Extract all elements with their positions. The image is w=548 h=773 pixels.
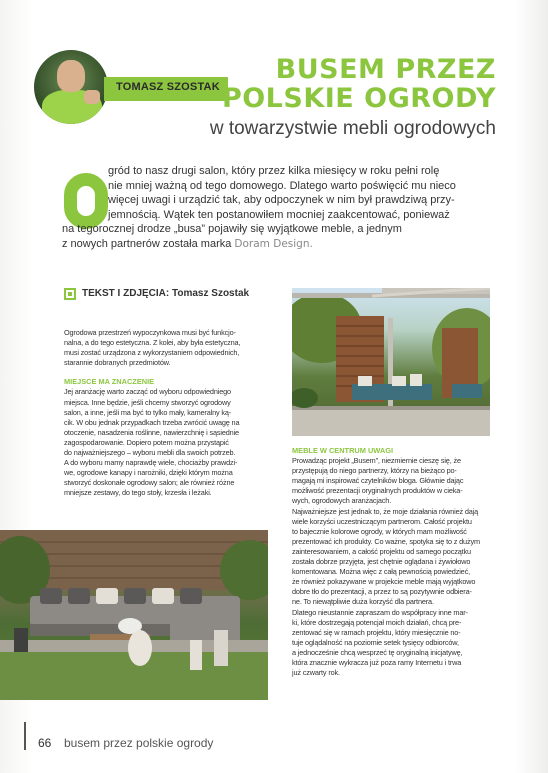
author-name: TOMASZ SZOSTAK xyxy=(116,81,220,93)
credits: TEKST I ZDJĘCIA: Tomasz Szostak xyxy=(82,288,250,299)
section-heading: MIEJSCE MA ZNACZENIE xyxy=(64,377,155,387)
text-line: starannie dobranych przedmiotów. xyxy=(64,358,171,368)
intro-line: jemnością. Wątek ten postanowiłem mocniej zaakcentować, ponieważ xyxy=(108,208,450,221)
article-title xyxy=(222,55,496,113)
text-line: Jej aranżację warto zacząć od wyboru odpowiedniego xyxy=(64,387,231,397)
text-line: mniejsze zestawy, do tego stoły, krzesła i leżaki. xyxy=(64,488,212,498)
text-line: która znacznie wykracza już poza ramy Internetu i trwa xyxy=(292,657,462,667)
intro-line-last xyxy=(62,237,498,252)
brand-name: Doram Design. xyxy=(234,237,313,250)
title-line-1: BUSEM PRZEZ xyxy=(275,54,496,85)
text-line: tuje oglądalność na poziomie setek tysięcy odbiorców, xyxy=(292,637,459,647)
text-line: otoczenie, nasadzenia roślinne, nawierzchnię i sąsiednie xyxy=(64,427,239,437)
text-line: wiele korzyści uczestniczącym partnerom. Całość projektu xyxy=(292,516,472,526)
text-line: do najważniejszego – wyboru mebli dla swoich potrzeb. xyxy=(64,448,236,458)
text-line: Prowadząc projekt „Busem”, niezmiernie cieszę się, że xyxy=(292,456,461,466)
text-line: A do wyboru mamy naprawdę wiele, chociażby prawdzi- xyxy=(64,458,238,468)
page-number: 66 xyxy=(38,736,52,750)
text-line: już czwarty rok. xyxy=(292,668,340,678)
pergola-illustration xyxy=(292,288,490,436)
text-line: magają mi inspirować czytelników bloga. Głównie dając xyxy=(292,476,464,486)
text-line: a jednocześnie chcą wesprzeć tę oryginalną inicjatywę, xyxy=(292,647,463,657)
credits-icon xyxy=(64,288,76,300)
intro-paragraph xyxy=(62,164,498,251)
text-line: Dlatego nieustannie zapraszam do współpracy inne mar- xyxy=(292,607,468,617)
text-line: wych, ogrodowych aranżacjach. xyxy=(292,496,392,506)
text-line: cik. W obu jednak przypadkach trzeba zwrócić uwagę na xyxy=(64,417,240,427)
photo-garden-sofa xyxy=(0,530,268,700)
sofa-illustration xyxy=(0,530,268,700)
footer-divider xyxy=(24,722,26,750)
section-heading: MEBLE W CENTRUM UWAGI xyxy=(292,446,393,455)
avatar-head xyxy=(57,60,85,92)
text-line: Najważniejsze jest jednak to, że moje działania również dają xyxy=(292,506,479,516)
intro-line: nie mniej ważną od tego domowego. Dlatego warto poświęcić mu nieco xyxy=(108,179,456,192)
author-avatar xyxy=(34,50,108,124)
text-line: nalna, a do tego estetyczna. Z kolei, aby była estetyczna, xyxy=(64,338,241,348)
text-line: że również pokazywane w projekcie meble mają wyjątkowo xyxy=(292,577,476,587)
text-line: we, ogrodowe kanapy i narożniki, dzięki którym można xyxy=(64,468,233,478)
title-line-2: POLSKIE OGRODY xyxy=(221,83,496,114)
text-line: miejsca. Inne będzie, jeśli chcemy stworzyć ogrodowy xyxy=(64,397,231,407)
text-line: dobre tło do prezentacji, a przez to są pozytywnie odbiera- xyxy=(292,587,472,597)
text-line: ne. To niewątpliwie duża korzyść dla partnera. xyxy=(292,597,434,607)
intro-line: z nowych partnerów została marka xyxy=(62,237,235,250)
footer-title: busem przez polskie ogrody xyxy=(64,736,214,750)
text-line: prezentować ich produkty. Co ważne, spotyka się to z dużym xyxy=(292,536,480,546)
text-line: komentowana. Można więc z całą pewnością powiedzieć, xyxy=(292,567,470,577)
text-line: została dobrze przyjęta, jest chętnie oglądana i żywiołowo xyxy=(292,557,471,567)
intro-line: na tegorocznej drodze „busa” pojawiły się wyjątkowe meble, a jednym xyxy=(62,223,402,235)
text-line: to bajecznie kolorowe ogrody, w których mam możliwość xyxy=(292,526,467,536)
text-line: Ogrodowa przestrzeń wypoczynkowa musi być funkcjo- xyxy=(64,328,236,337)
text-line: zagospodarowanie. Dopiero potem można przystąpić xyxy=(64,437,229,447)
photo-pergola-lounge xyxy=(292,288,490,436)
avatar-hand xyxy=(84,90,100,104)
left-column xyxy=(64,328,270,499)
text-line: zentować się w ramach projektu, który miesięcznie no- xyxy=(292,627,461,637)
text-line: ki, które dostrzegają potencjał moich działań, chcą pre- xyxy=(292,617,462,627)
intro-line: gród to nasz drugi salon, który przez kilka miesięcy w roku pełni rolę xyxy=(108,165,440,177)
text-line: zainteresowaniem, a całość projektu od samego początku xyxy=(292,546,471,556)
text-line: możliwość prezentacji oryginalnych produktów w cieka- xyxy=(292,486,463,496)
right-column xyxy=(292,446,490,678)
text-line: salon, a inne, jeśli ma być to tylko mały, kameralny ką- xyxy=(64,407,232,417)
text-line: przystępują do niego partnerzy, którzy na bieżąco po- xyxy=(292,466,457,476)
text-line: stworzyć doskonałe ogrodowy salon; ale również różne xyxy=(64,478,235,488)
text-line: musi zostać urządzona z wykorzystaniem odpowiednich, xyxy=(64,348,240,358)
intro-line: więcej uwagi i urządzić tak, aby odpoczynek w nim był prawdziwą przy- xyxy=(108,194,455,206)
article-subtitle: w towarzystwie mebli ogrodowych xyxy=(209,118,496,139)
